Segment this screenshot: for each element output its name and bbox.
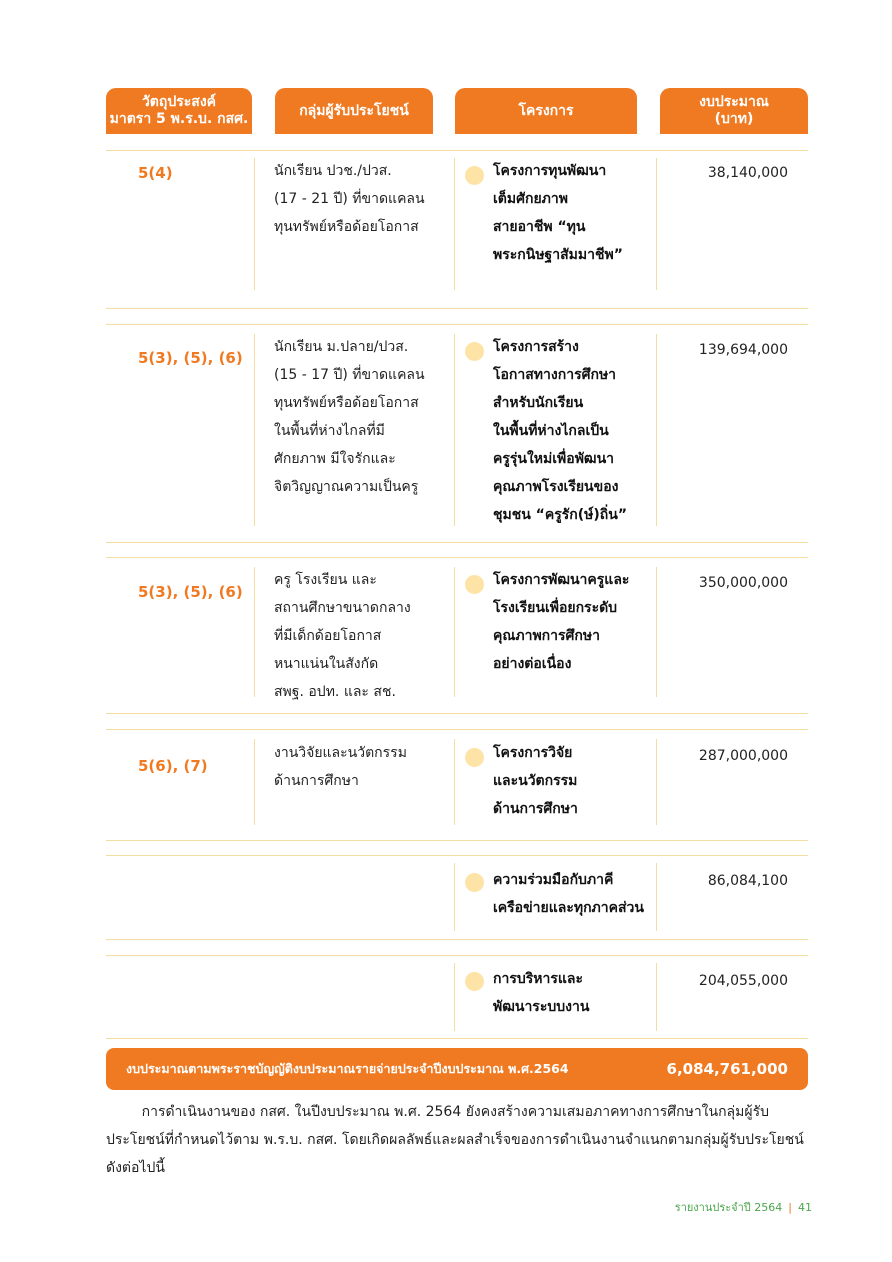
column-divider [656,567,657,697]
objective-cell: 5(3), (5), (6) [138,583,243,601]
beneficiary-group-cell: ครู โรงเรียน และ สถานศึกษาขนาดกลาง ที่มีเด็กด้อยโอกาส หนาแน่นในสังกัด สพฐ. อปท. และ สช. [274,572,411,700]
divider [106,729,808,730]
header-objective: วัตถุประสงค์ มาตรา 5 พ.ร.บ. กสศ. [106,88,252,134]
objective-cell: 5(4) [138,164,173,182]
total-label: งบประมาณตามพระราชบัญญัติงบประมาณรายจ่ายประจำปีงบประมาณ พ.ศ.2564 [126,1061,569,1076]
divider [106,542,808,543]
column-divider [656,739,657,825]
project-cell: ความร่วมมือกับภาคี เครือข่ายและทุกภาคส่วน [493,872,644,916]
divider [106,713,808,714]
column-divider [454,863,455,931]
header-budget: งบประมาณ (บาท) [660,88,808,134]
column-divider [656,963,657,1031]
bullet-dot-icon [465,972,484,991]
divider [106,324,808,325]
beneficiary-group-cell: นักเรียน ม.ปลาย/ปวส. (15 - 17 ปี) ที่ขาดแคลน ทุนทรัพย์หรือด้อยโอกาส ในพื้นที่ห่างไกลที่มี ศักยภาพ มีใจรักและ จิตวิญญาณความเป็นครู [274,339,425,495]
report-title: รายงานประจำปี 2564 [674,1201,783,1214]
objective-cell: 5(3), (5), (6) [138,349,243,367]
budget-cell: 204,055,000 [698,973,788,989]
budget-cell: 139,694,000 [698,342,788,358]
divider [106,955,808,956]
budget-cell: 38,140,000 [707,165,788,181]
beneficiary-group-cell: นักเรียน ปวช./ปวส. (17 - 21 ปี) ที่ขาดแคลน ทุนทรัพย์หรือด้อยโอกาส [274,163,425,235]
header-project: โครงการ [455,88,637,134]
divider [106,855,808,856]
bullet-dot-icon [465,166,484,185]
body-paragraph: การดำเนินงานของ กสศ. ในปีงบประมาณ พ.ศ. 2564 ยังคงสร้างความเสมอภาคทางการศึกษาในกลุ่มผู้รับประโยชน์ที่กำหนดไว้ตาม พ.ร.บ. กสศ. โดยเกิดผลลัพธ์และผลสำเร็จของการดำเนินงานจำแนกตามกลุ่มผู้รับประโยชน์ ดังต่อไปนี้ [106,1104,809,1176]
project-cell: โครงการวิจัย และนวัตกรรม ด้านการศึกษา [493,745,578,817]
divider [106,1038,808,1039]
column-divider [656,334,657,526]
total-budget-bar [106,1048,808,1090]
column-divider [254,158,255,290]
column-divider [254,567,255,697]
total-value: 6,084,761,000 [666,1060,788,1078]
bullet-dot-icon [465,575,484,594]
column-divider [454,739,455,825]
bullet-dot-icon [465,748,484,767]
budget-cell: 350,000,000 [698,575,788,591]
column-divider [656,158,657,290]
project-cell: โครงการสร้าง โอกาสทางการศึกษา สำหรับนักเรียน ในพื้นที่ห่างไกลเป็น ครูรุ่นใหม่เพื่อพัฒนา คุณภาพโรงเรียนของ ชุมชน “ครูรัก(ษ์)ถิ่น” [493,339,628,523]
beneficiary-group-cell: งานวิจัยและนวัตกรรม ด้านการศึกษา [274,745,407,789]
column-divider [454,963,455,1031]
column-divider [656,863,657,931]
column-divider [254,739,255,825]
objective-cell: 5(6), (7) [138,757,208,775]
project-cell: โครงการพัฒนาครูและ โรงเรียนเพื่อยกระดับ คุณภาพการศึกษา อย่างต่อเนื่อง [493,572,630,672]
column-divider [254,334,255,526]
header-group: กลุ่มผู้รับประโยชน์ [275,88,433,134]
page-number: 41 [798,1201,812,1214]
column-divider [454,567,455,697]
divider [106,840,808,841]
project-cell: การบริหารและ พัฒนาระบบงาน [493,971,590,1015]
column-divider [454,334,455,526]
budget-cell: 86,084,100 [707,873,788,889]
budget-cell: 287,000,000 [698,748,788,764]
divider [106,150,808,151]
project-cell: โครงการทุนพัฒนา เต็มศักยภาพ สายอาชีพ “ทุน พระกนิษฐาสัมมาชีพ” [493,163,623,263]
divider [106,557,808,558]
divider [106,939,808,940]
bullet-dot-icon [465,342,484,361]
bullet-dot-icon [465,873,484,892]
divider [106,308,808,309]
column-divider [454,158,455,290]
page-footer: รายงานประจำปี 2564 | 41 [674,1201,812,1214]
